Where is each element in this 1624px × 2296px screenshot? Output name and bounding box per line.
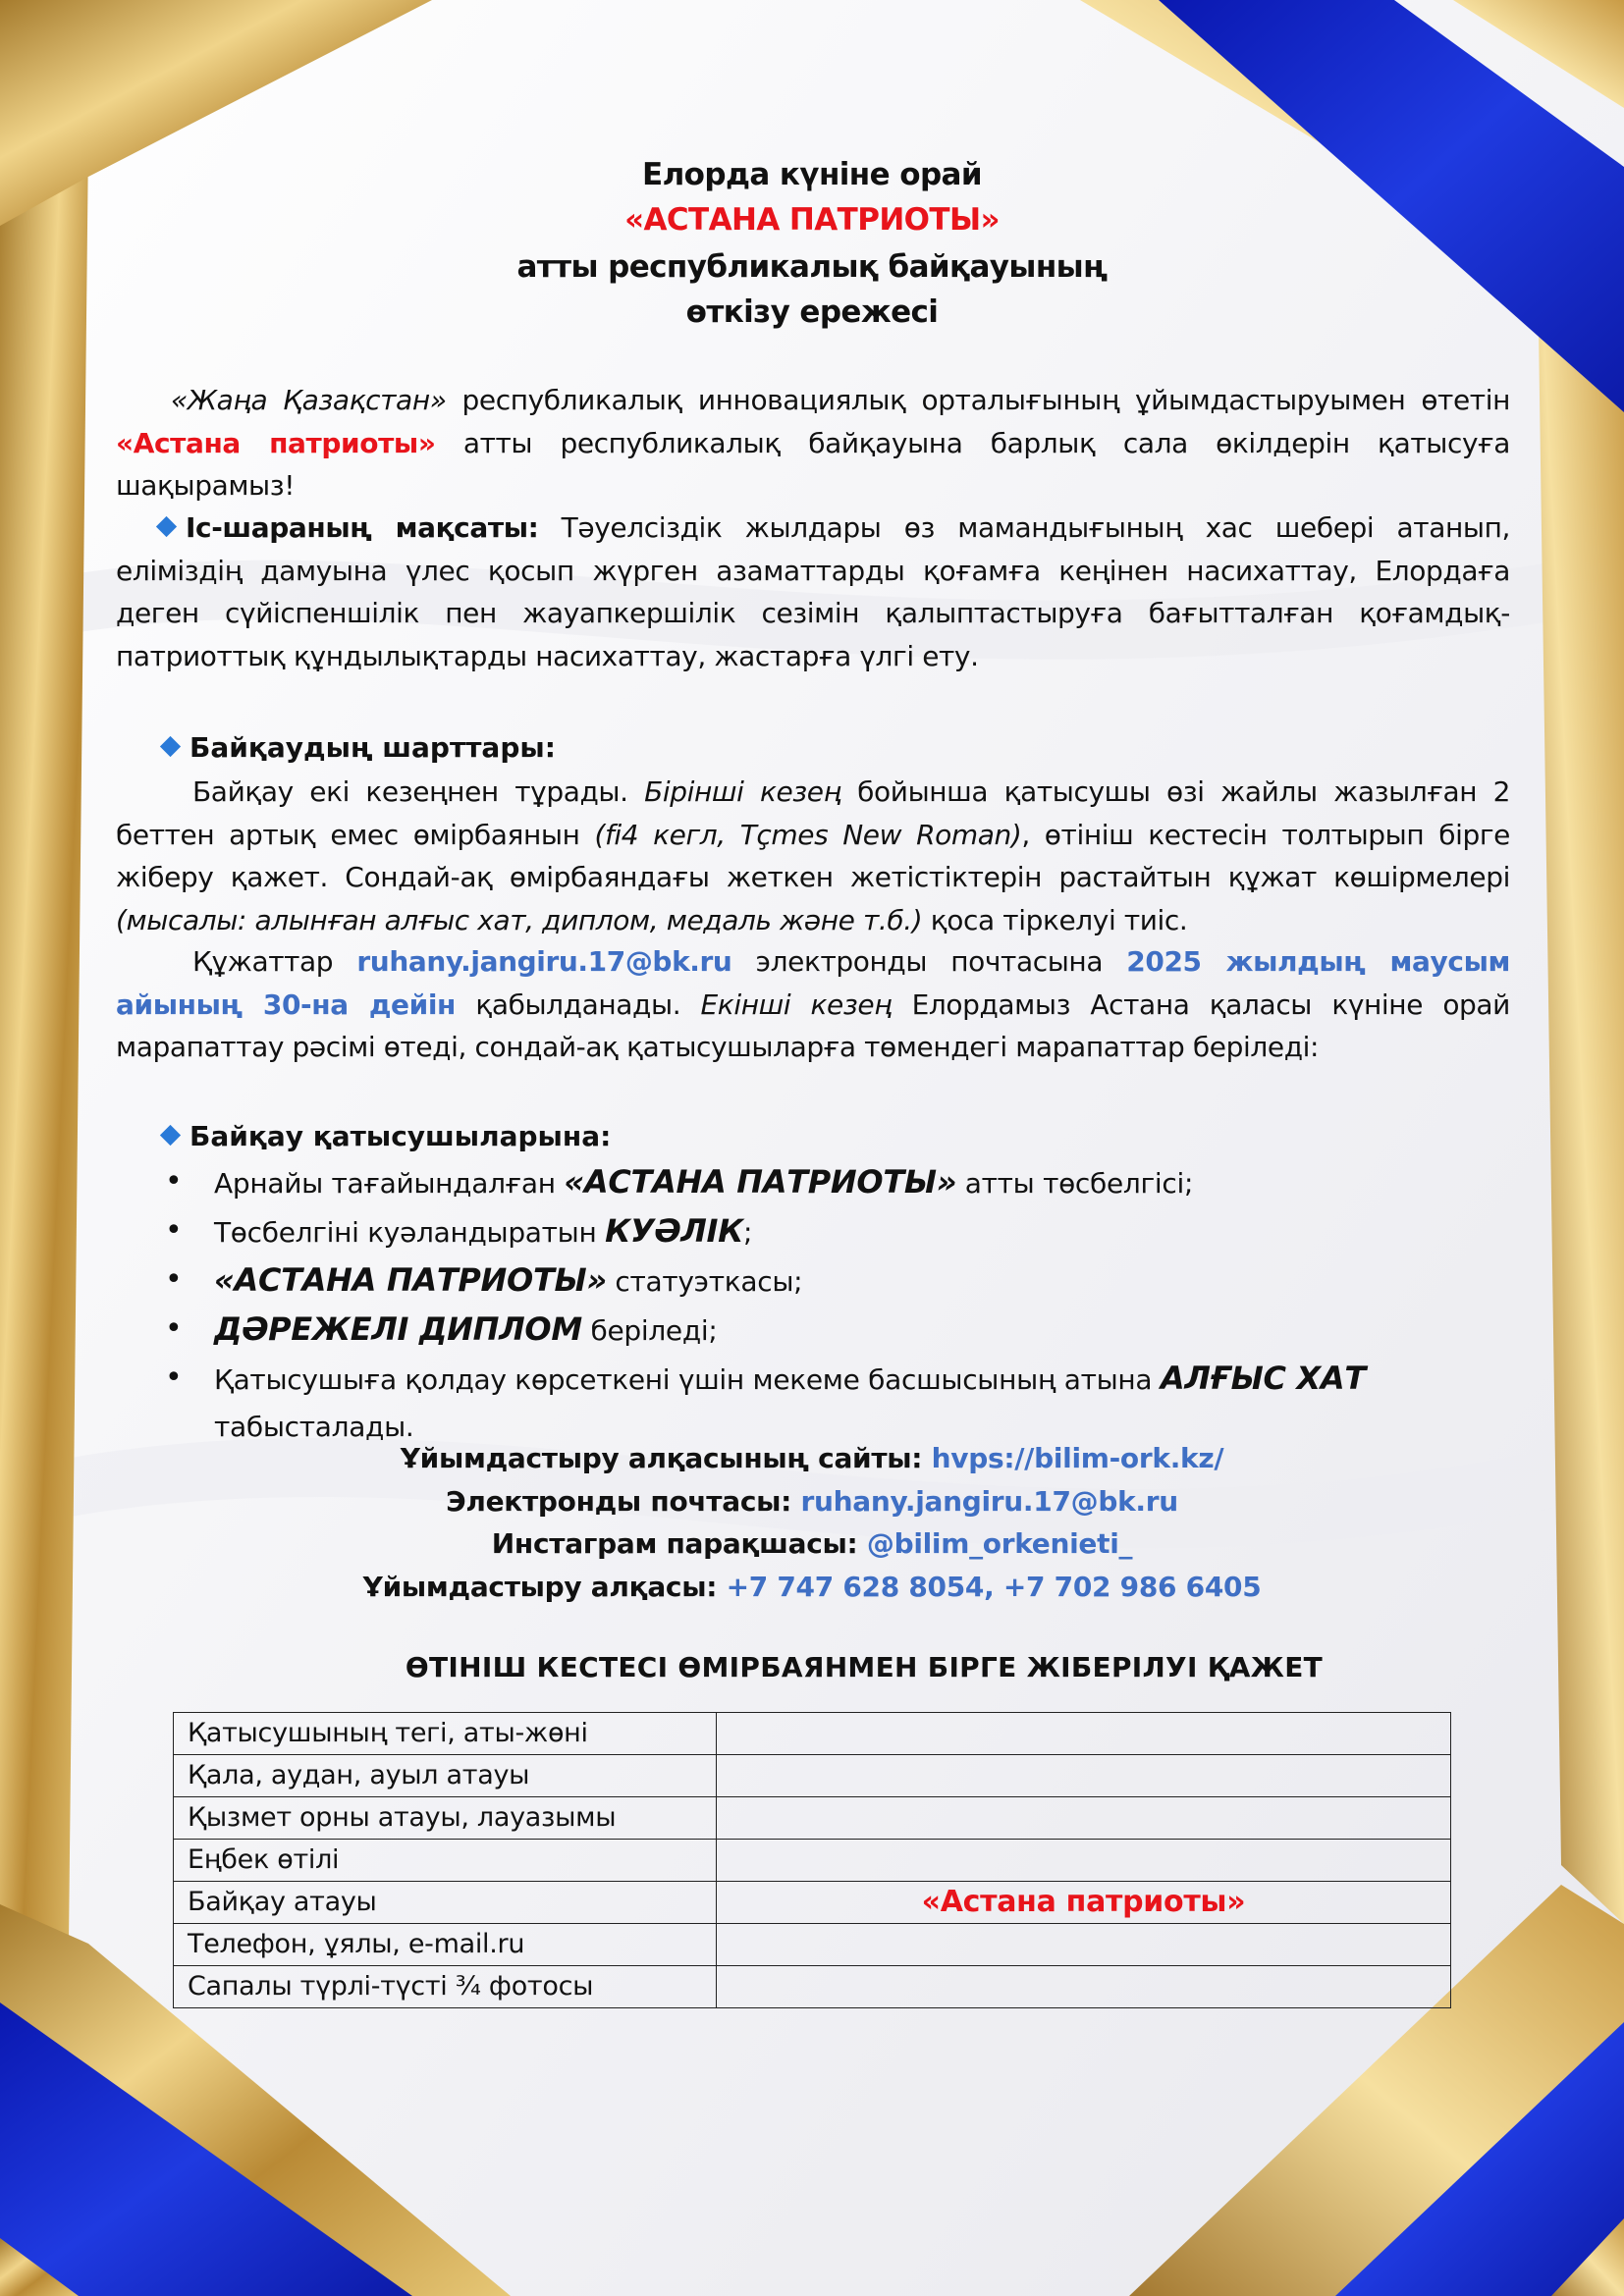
award-text: Қатысушыға қолдау көрсеткені үшін мекеме басшысының атына — [214, 1363, 1161, 1396]
form-value-cell[interactable] — [717, 1755, 1451, 1797]
intro-text-2: атты республикалық байқауына барлық сала өкілдерін қатысуға шақырамыз! — [116, 426, 1510, 502]
table-row — [174, 1882, 1451, 1924]
awards-list — [157, 1158, 1532, 1451]
conditions-italic: (fi4 кегл, Tҫmes New Roman) — [594, 818, 1022, 851]
award-emphasis: КУӘЛІК — [605, 1212, 743, 1250]
award-item — [157, 1207, 1532, 1256]
award-text: табысталады. — [214, 1411, 414, 1443]
form-label: Еңбек өтілі — [174, 1840, 717, 1882]
conditions-paragraph-1 — [116, 771, 1510, 941]
conditions-label: Байқаудың шарттары: — [189, 731, 556, 764]
deadline-date: 2025 жылдың маусым айының 30-на дейін — [116, 945, 1510, 1021]
conditions-text: , өтініш кестесін толтырып бірге жіберу қажет. Сондай-ақ өмірбаяндағы жеткен жетістіктерін растайтын құжат көшірмелері — [116, 818, 1510, 893]
form-value-cell[interactable] — [717, 1966, 1451, 2008]
award-text: беріледі; — [581, 1314, 718, 1347]
conditions-paragraph-2 — [116, 940, 1510, 1069]
goal-label: Іс-шараның мақсаты: — [186, 511, 539, 544]
form-label: Қызмет орны атауы, лауазымы — [174, 1797, 717, 1840]
email-link[interactable]: ruhany.jangiru.17@bk.ru — [356, 945, 732, 978]
contact-label: Ұйымдастыру алқасының сайты: — [400, 1442, 932, 1474]
awards-heading — [116, 1115, 611, 1157]
contact-label: Электронды почтасы: — [446, 1484, 801, 1518]
conditions-italic: Екінші кезең — [700, 988, 893, 1021]
title-line-3: атты республикалық байқауының — [516, 249, 1108, 285]
table-row — [174, 1713, 1451, 1755]
form-label: Байқау атауы — [174, 1882, 717, 1924]
form-label: Сапалы түрлі-түсті ¾ фотосы — [174, 1966, 717, 2008]
intro-text-1: республикалық инновациялық орталығының ұйымдастыруымен өтетін — [446, 384, 1510, 416]
conditions-text: бойынша қатысушы өзі жайлы жазылған 2 беттен артық емес өмірбаянын — [116, 775, 1511, 851]
form-value-cell[interactable] — [717, 1713, 1451, 1755]
website-link[interactable]: hvps://bilim-ork.kz/ — [931, 1442, 1224, 1474]
award-emphasis: «АСТАНА ПАТРИОТЫ» — [214, 1261, 607, 1299]
form-title: ӨТІНІШ КЕСТЕСІ ӨМІРБАЯНМЕН БІРГЕ ЖІБЕРІЛУІ ҚАЖЕТ — [405, 1651, 1324, 1683]
contact-website — [295, 1437, 1329, 1480]
award-text: Төсбелгіні куәландыратын — [214, 1216, 606, 1249]
conditions-text: қоса тіркелуі тиіс. — [922, 903, 1188, 936]
table-row — [174, 1924, 1451, 1966]
conditions-heading — [116, 726, 556, 769]
table-row — [174, 1755, 1451, 1797]
award-text: атты төсбелгісі; — [956, 1167, 1194, 1200]
form-label: Қатысушының тегі, аты-жөні — [174, 1713, 717, 1755]
award-text: ; — [742, 1216, 753, 1249]
contact-instagram — [295, 1522, 1329, 1566]
contact-label: Инстаграм парақшасы: — [491, 1527, 867, 1560]
title-line-1: Елорда күніне орай — [642, 157, 982, 192]
award-item — [157, 1256, 1532, 1306]
form-value-cell[interactable] — [717, 1797, 1451, 1840]
award-item — [157, 1158, 1532, 1207]
conditions-text: электронды почтасына — [731, 945, 1127, 978]
goal-paragraph — [116, 507, 1510, 677]
intro-red: «Астана патриоты» — [116, 426, 436, 459]
conditions-text: Байқау екі кезеңнен тұрады. — [192, 775, 645, 808]
form-label: Телефон, ұялы, e-mail.ru — [174, 1924, 717, 1966]
title-line-2: «АСТАНА ПАТРИОТЫ» — [624, 202, 1000, 238]
form-value-cell[interactable]: «Астана патриоты» — [717, 1882, 1451, 1924]
phone-numbers[interactable]: +7 747 628 8054, +7 702 986 6405 — [726, 1570, 1262, 1603]
conditions-italic: Бірінші кезең — [644, 775, 841, 808]
form-value-cell[interactable] — [717, 1840, 1451, 1882]
contact-email — [295, 1480, 1329, 1523]
contact-phone — [295, 1566, 1329, 1609]
contact-label: Ұйымдастыру алқасы: — [362, 1570, 727, 1603]
form-label: Қала, аудан, ауыл атауы — [174, 1755, 717, 1797]
table-row — [174, 1966, 1451, 2008]
table-row — [174, 1797, 1451, 1840]
intro-italic: «Жаңа Қазақстан» — [171, 384, 447, 416]
conditions-text: Құжаттар — [192, 945, 357, 978]
contacts-block — [295, 1437, 1329, 1608]
award-text: статуэткасы; — [606, 1265, 803, 1298]
table-row — [174, 1840, 1451, 1882]
conditions-italic: (мысалы: алынған алғыс хат, диплом, медаль және т.б.) — [116, 903, 923, 936]
email-link[interactable]: ruhany.jangiru.17@bk.ru — [800, 1484, 1178, 1518]
award-text: Арнайы тағайындалған — [214, 1167, 565, 1200]
application-form-table — [173, 1712, 1451, 2008]
awards-label: Байқау қатысушыларына: — [189, 1120, 612, 1152]
diamond-bullet-icon — [160, 736, 181, 757]
award-emphasis: АЛҒЫС ХАТ — [1160, 1360, 1366, 1397]
award-emphasis: ДӘРЕЖЕЛІ ДИПЛОМ — [214, 1310, 582, 1348]
award-item — [157, 1306, 1532, 1355]
award-emphasis: «АСТАНА ПАТРИОТЫ» — [564, 1163, 957, 1201]
diamond-bullet-icon — [160, 1125, 181, 1146]
instagram-link[interactable]: @bilim_orkenieti_ — [866, 1527, 1133, 1560]
conditions-text: Елордамыз Астана қаласы күніне орай марапаттау рәсімі өтеді, сондай-ақ қатысушыларға төмендегі марапаттар беріледі: — [116, 988, 1510, 1063]
conditions-text: қабылданады. — [456, 988, 701, 1021]
form-value-cell[interactable] — [717, 1924, 1451, 1966]
intro-paragraph — [116, 379, 1510, 507]
diamond-bullet-icon — [156, 516, 177, 537]
goal-text: Тәуелсіздік жылдары өз мамандығының хас шебері атанып, еліміздің дамуына үлес қосып жүрген азаматтарды қоғамға кеңінен насихаттау, Елордаға деген сүйіспеншілік пен жауапкершілік сезімін қалыптастыруға бағытталған қоғамдық-патриоттық құндылықтарды насихаттау, жастарға үлгі ету. — [116, 511, 1510, 672]
title-line-4: өткізу ережесі — [685, 294, 939, 330]
